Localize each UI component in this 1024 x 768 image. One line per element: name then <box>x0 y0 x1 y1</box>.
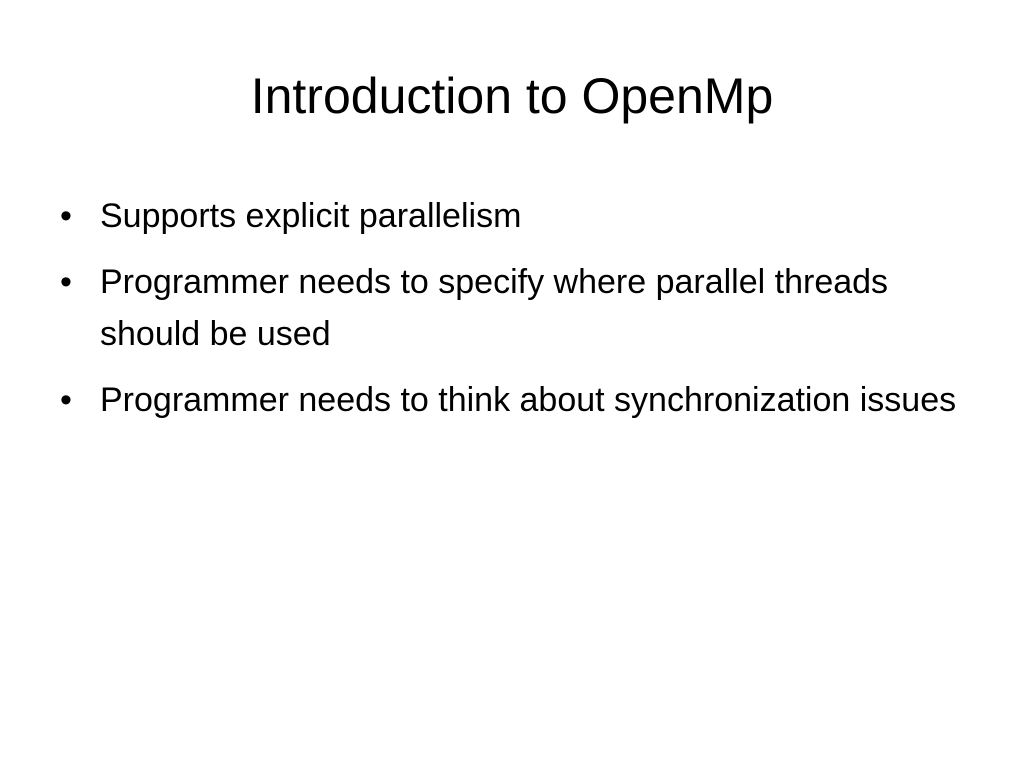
bullet-item <box>60 190 960 242</box>
bullet-dot-icon: • <box>60 381 72 419</box>
bullet-text: Supports explicit parallelism <box>100 197 522 235</box>
bullet-item <box>60 374 960 426</box>
bullet-list <box>60 190 960 440</box>
bullet-dot-icon: • <box>60 263 72 301</box>
bullet-text: Programmer needs to specify where parallel threads should be used <box>100 263 889 353</box>
slide-title: Introduction to OpenMp <box>250 68 774 124</box>
bullet-item <box>60 256 960 360</box>
bullet-dot-icon: • <box>60 197 72 235</box>
bullet-text: Programmer needs to think about synchronization issues <box>100 381 957 419</box>
